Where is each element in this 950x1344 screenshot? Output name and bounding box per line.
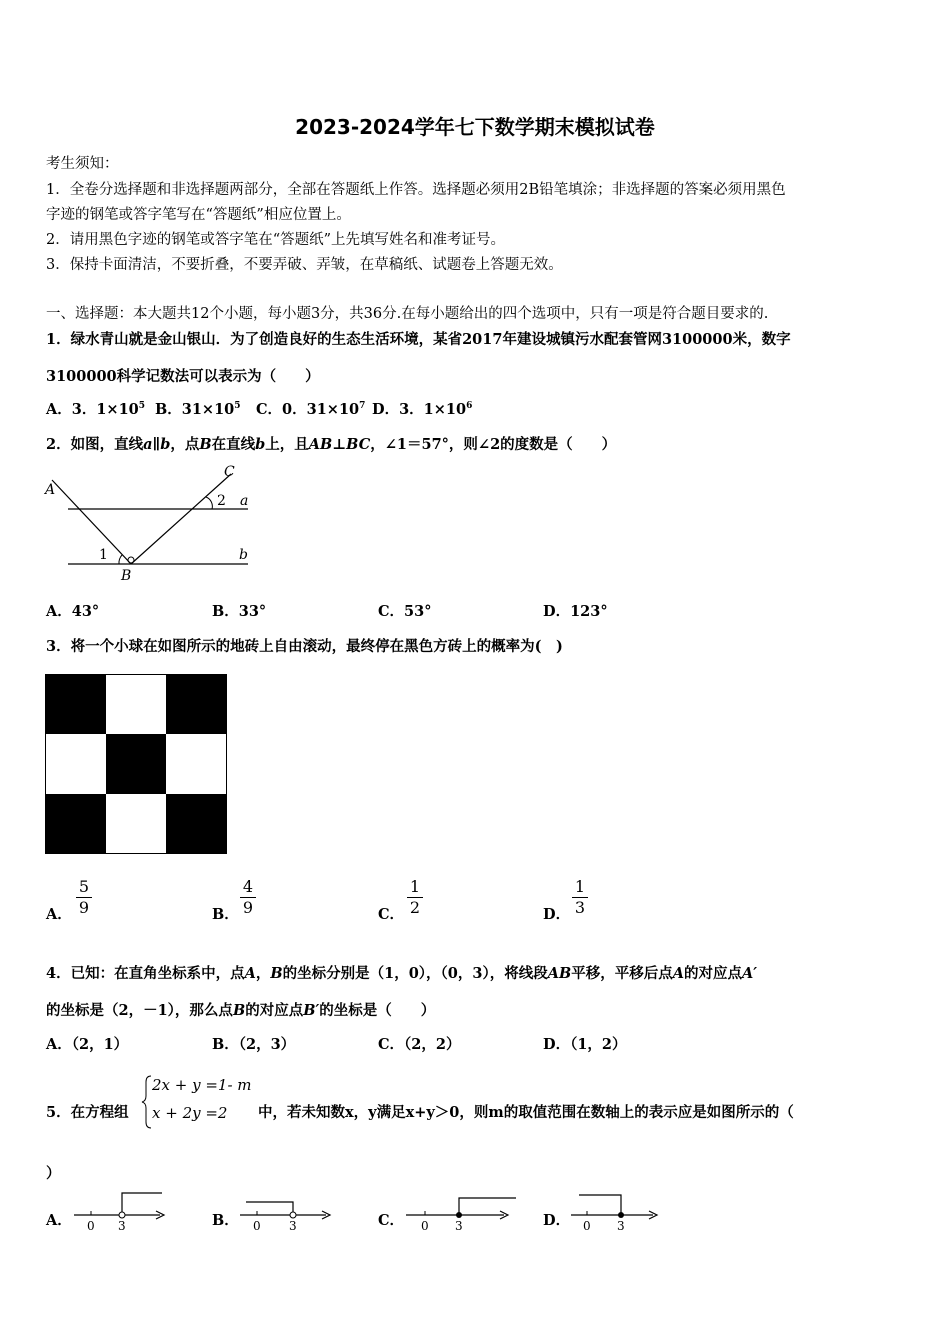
notice-line-1a: 1．全卷分选择题和非选择题两部分，全部在答题纸上作答。选择题必须用2B铅笔填涂；非选择题的答案必须用黑色 xyxy=(46,182,786,198)
tick-3: 3 xyxy=(617,1219,625,1233)
label-C: C xyxy=(224,464,235,480)
label-2: 2 xyxy=(217,493,226,509)
q1-stem-line1: 1．绿水青山就是金山银山．为了创造良好的生态生活环境，某省2017年建设城镇污水配套管网3100000米，数字 xyxy=(46,331,791,348)
number-line-b xyxy=(238,1188,338,1233)
number-line-d xyxy=(569,1188,669,1233)
white-tile xyxy=(106,675,166,734)
q2-option-b[interactable]: B．33° xyxy=(212,603,267,620)
q2-option-c[interactable]: C．53° xyxy=(378,603,432,620)
tick-3: 3 xyxy=(289,1219,297,1233)
right-angle-mark xyxy=(128,557,134,563)
q4-option-b[interactable]: B．（2，3） xyxy=(212,1036,296,1053)
q3-option-a-fraction: 5 9 xyxy=(76,878,92,917)
q5-option-d[interactable]: D． xyxy=(543,1212,571,1229)
number-line-a xyxy=(72,1188,172,1233)
q5-option-a[interactable]: A． xyxy=(46,1212,72,1229)
label-a: a xyxy=(240,493,249,509)
page-title: 2023-2024学年七下数学期末模拟试卷 xyxy=(295,115,655,139)
q3-option-a[interactable]: A． xyxy=(46,906,72,923)
number-line-c xyxy=(404,1188,519,1233)
tick-3: 3 xyxy=(455,1219,463,1233)
tick-0: 0 xyxy=(583,1219,591,1233)
q1-option-a[interactable]: A．3．$1\times 10^5$ xyxy=(46,401,146,418)
label-B: B xyxy=(121,568,132,584)
notice-line-2: 2．请用黑色字迹的钢笔或答字笔在“答题纸”上先填写姓名和准考证号。 xyxy=(46,232,506,248)
q1-option-b[interactable]: B．$31\times 10^5$ xyxy=(155,401,241,418)
q2-figure xyxy=(40,460,255,585)
tick-3: 3 xyxy=(118,1219,126,1233)
q2-option-d[interactable]: D．123° xyxy=(543,603,608,620)
q1-option-c[interactable]: C．0．$31\times 10^7$ xyxy=(256,401,366,418)
tick-0: 0 xyxy=(253,1219,261,1233)
q1-option-d[interactable]: D．3．$1\times 10^6$ xyxy=(372,401,473,418)
q3-option-b-fraction: 4 9 xyxy=(240,878,256,917)
q5-option-b[interactable]: B． xyxy=(212,1212,239,1229)
q5-close-paren: ） xyxy=(46,1165,61,1182)
q5-suffix: 中，若未知数x，y满足x+y＞0，则m的取值范围在数轴上的表示应是如图所示的（ xyxy=(258,1104,794,1121)
q1-stem-line2: 3100000科学记数法可以表示为（ ） xyxy=(46,368,320,385)
tick-0: 0 xyxy=(87,1219,95,1233)
label-b: b xyxy=(239,547,248,563)
q3-option-c-fraction: 1 2 xyxy=(407,878,423,917)
q4-option-a[interactable]: A．（2，1） xyxy=(46,1036,129,1053)
label-1: 1 xyxy=(99,547,108,563)
notice-heading: 考生须知： xyxy=(46,156,119,172)
black-tile xyxy=(106,734,166,793)
section-heading: 一、选择题：本大题共12个小题，每小题3分，共36分.在每小题给出的四个选项中，只有一项是符合题目要求的. xyxy=(46,306,769,322)
black-tile xyxy=(166,675,226,734)
q3-option-d-fraction: 1 3 xyxy=(572,878,588,917)
q5-option-c[interactable]: C． xyxy=(378,1212,405,1229)
segment-bc xyxy=(131,474,231,564)
q4-stem-line1: 4．已知：在直角坐标系中，点A，B的坐标分别是（1，0），（0，3），将线段AB平移，平移后点A的对应点A′ xyxy=(46,965,758,982)
q4-option-c[interactable]: C．（2，2） xyxy=(378,1036,461,1053)
equation-1: 2x + y =1- m xyxy=(152,1076,252,1094)
label-A: A xyxy=(45,482,56,498)
q2-stem: 2．如图，直线a∥b，点B在直线b上，且AB⊥BC，∠1＝57°，则∠2的度数是（ ） xyxy=(46,436,617,453)
notice-line-1b: 字迹的钢笔或答字笔写在“答题纸”相应位置上。 xyxy=(46,207,351,223)
black-tile xyxy=(46,794,106,853)
white-tile xyxy=(46,734,106,793)
equation-2: x + 2y =2 xyxy=(152,1104,228,1122)
q2-option-a[interactable]: A．43° xyxy=(46,603,100,620)
angle-2-arc xyxy=(206,497,212,509)
q4-stem-line2: 的坐标是（2，－1），那么点B的对应点B′的坐标是（ ） xyxy=(46,1002,436,1019)
angle-1-arc xyxy=(119,555,122,564)
notice-line-3: 3．保持卡面清洁，不要折叠，不要弄破、弄皱，在草稿纸、试题卷上答题无效。 xyxy=(46,257,563,273)
black-tile xyxy=(46,675,106,734)
black-tile xyxy=(166,794,226,853)
q5-prefix: 5．在方程组 xyxy=(46,1104,129,1121)
tick-0: 0 xyxy=(421,1219,429,1233)
segment-ab xyxy=(52,480,131,564)
q3-option-b[interactable]: B． xyxy=(212,906,239,923)
tile-grid xyxy=(45,674,227,854)
q4-option-d[interactable]: D．（1，2） xyxy=(543,1036,627,1053)
q3-option-c[interactable]: C． xyxy=(378,906,405,923)
white-tile xyxy=(166,734,226,793)
q3-stem: 3．将一个小球在如图所示的地砖上自由滚动，最终停在黑色方砖上的概率为( ) xyxy=(46,638,563,655)
q3-option-d[interactable]: D． xyxy=(543,906,571,923)
white-tile xyxy=(106,794,166,853)
